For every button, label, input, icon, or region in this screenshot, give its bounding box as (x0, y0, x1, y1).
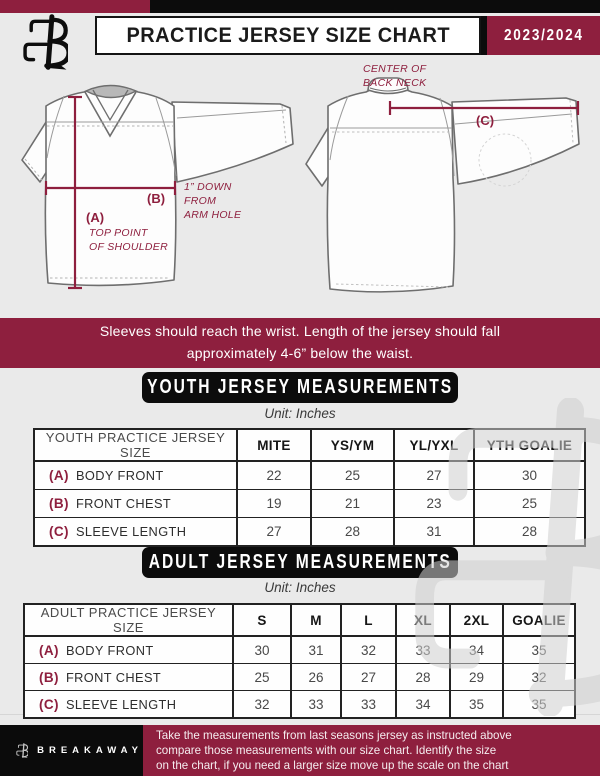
table-row (24, 691, 575, 719)
row-key: (B) (39, 669, 59, 685)
value-cell: 32 (233, 691, 291, 719)
header (0, 13, 600, 56)
col-header-m: M (291, 604, 341, 636)
value-cell: 21 (311, 490, 394, 518)
title-box (95, 16, 481, 55)
col-header-l: L (341, 604, 396, 636)
value-cell: 22 (237, 461, 311, 490)
value-cell: 27 (237, 518, 311, 547)
row-key: (A) (49, 468, 69, 483)
point-b-label: (B) (147, 191, 166, 206)
col-header-2xl: 2XL (450, 604, 503, 636)
row-key: (B) (49, 496, 69, 511)
value-cell: 33 (341, 691, 396, 719)
youth-section-title: YOUTH JERSEY MEASUREMENTS (142, 372, 458, 403)
col-header-xl: XL (396, 604, 450, 636)
col-header-mite: MITE (237, 429, 311, 461)
notice-line-1: Sleeves should reach the wrist. Length of the jersey should fall (99, 323, 501, 340)
value-cell: 25 (233, 664, 291, 691)
breakaway-b-logo-icon (22, 14, 68, 70)
jersey-diagrams (0, 56, 600, 318)
point-c-label: (C) (476, 113, 495, 128)
note-line-3: on the chart, if you need a larger size move up the scale on the chart (156, 759, 509, 773)
adult-unit-label: Unit: Inches (264, 580, 336, 595)
point-a-caption: TOP POINT OF SHOULDER (89, 227, 168, 253)
value-cell: 35 (450, 691, 503, 719)
row-label-text: SLEEVE LENGTH (65, 696, 177, 712)
value-cell: 25 (311, 461, 394, 490)
youth-size-column-header: YOUTH PRACTICE JERSEY SIZE (34, 429, 237, 461)
fit-notice-banner (0, 318, 600, 368)
table-row (24, 636, 575, 664)
brand-name: BREAKAWAY (37, 745, 143, 756)
jersey-illustrations (0, 56, 600, 318)
table-row (34, 518, 585, 547)
value-cell: 28 (396, 664, 450, 691)
value-cell: 23 (394, 490, 474, 518)
notice-line-2: approximately 4-6” below the waist. (186, 345, 414, 361)
value-cell: 30 (474, 461, 585, 490)
row-label-text: SLEEVE LENGTH (75, 524, 187, 539)
breakaway-b-logo-small-icon (16, 736, 28, 765)
adult-size-column-header: ADULT PRACTICE JERSEY SIZE (24, 604, 233, 636)
value-cell: 34 (396, 691, 450, 719)
season-badge (487, 16, 600, 55)
value-cell: 35 (503, 691, 575, 719)
row-key: (C) (39, 696, 59, 712)
page-title: PRACTICE JERSEY SIZE CHART (126, 23, 450, 47)
season-label: 2023/2024 (503, 26, 584, 44)
col-header-s: S (233, 604, 291, 636)
value-cell: 19 (237, 490, 311, 518)
value-cell: 29 (450, 664, 503, 691)
value-cell: 27 (394, 461, 474, 490)
point-b-caption: 1” DOWN FROM ARM HOLE (184, 181, 242, 221)
col-header-goalie: GOALIE (503, 604, 575, 636)
footer-brand-box (0, 725, 143, 776)
col-header-ylyxl: YL/YXL (394, 429, 474, 461)
back-neck-caption: CENTER OF BACK NECK (363, 63, 427, 89)
col-header-yth-goalie: YTH GOALIE (474, 429, 585, 461)
value-cell: 31 (394, 518, 474, 547)
value-cell: 27 (341, 664, 396, 691)
youth-header-row (34, 429, 585, 461)
value-cell: 33 (396, 636, 450, 664)
value-cell: 28 (474, 518, 585, 547)
footer (0, 725, 600, 776)
footer-note (143, 725, 600, 776)
table-row (34, 490, 585, 518)
value-cell: 25 (474, 490, 585, 518)
value-cell: 34 (450, 636, 503, 664)
table-row (24, 664, 575, 691)
value-cell: 32 (503, 664, 575, 691)
youth-measurements-table (33, 428, 586, 547)
row-key: (A) (39, 642, 59, 658)
row-label-text: BODY FRONT (75, 468, 164, 483)
adult-header-row (24, 604, 575, 636)
youth-unit-label: Unit: Inches (264, 406, 336, 421)
value-cell: 26 (291, 664, 341, 691)
point-a-label: (A) (86, 210, 105, 225)
table-row (34, 461, 585, 490)
row-label-text: FRONT CHEST (65, 669, 162, 685)
adult-measurements-table (23, 603, 576, 719)
top-strip-maroon-segment (0, 0, 150, 13)
note-line-2: compare those measurements with our size chart. Identify the size (156, 743, 497, 757)
value-cell: 35 (503, 636, 575, 664)
col-header-ysym: YS/YM (311, 429, 394, 461)
top-strip (0, 0, 600, 13)
value-cell: 32 (341, 636, 396, 664)
value-cell: 31 (291, 636, 341, 664)
row-key: (C) (49, 524, 69, 539)
value-cell: 30 (233, 636, 291, 664)
adult-section-title: ADULT JERSEY MEASUREMENTS (142, 547, 458, 578)
row-label-text: BODY FRONT (65, 642, 154, 658)
value-cell: 28 (311, 518, 394, 547)
note-line-1: Take the measurements from last seasons jersey as instructed above (156, 728, 512, 742)
row-label-text: FRONT CHEST (75, 496, 172, 511)
value-cell: 33 (291, 691, 341, 719)
